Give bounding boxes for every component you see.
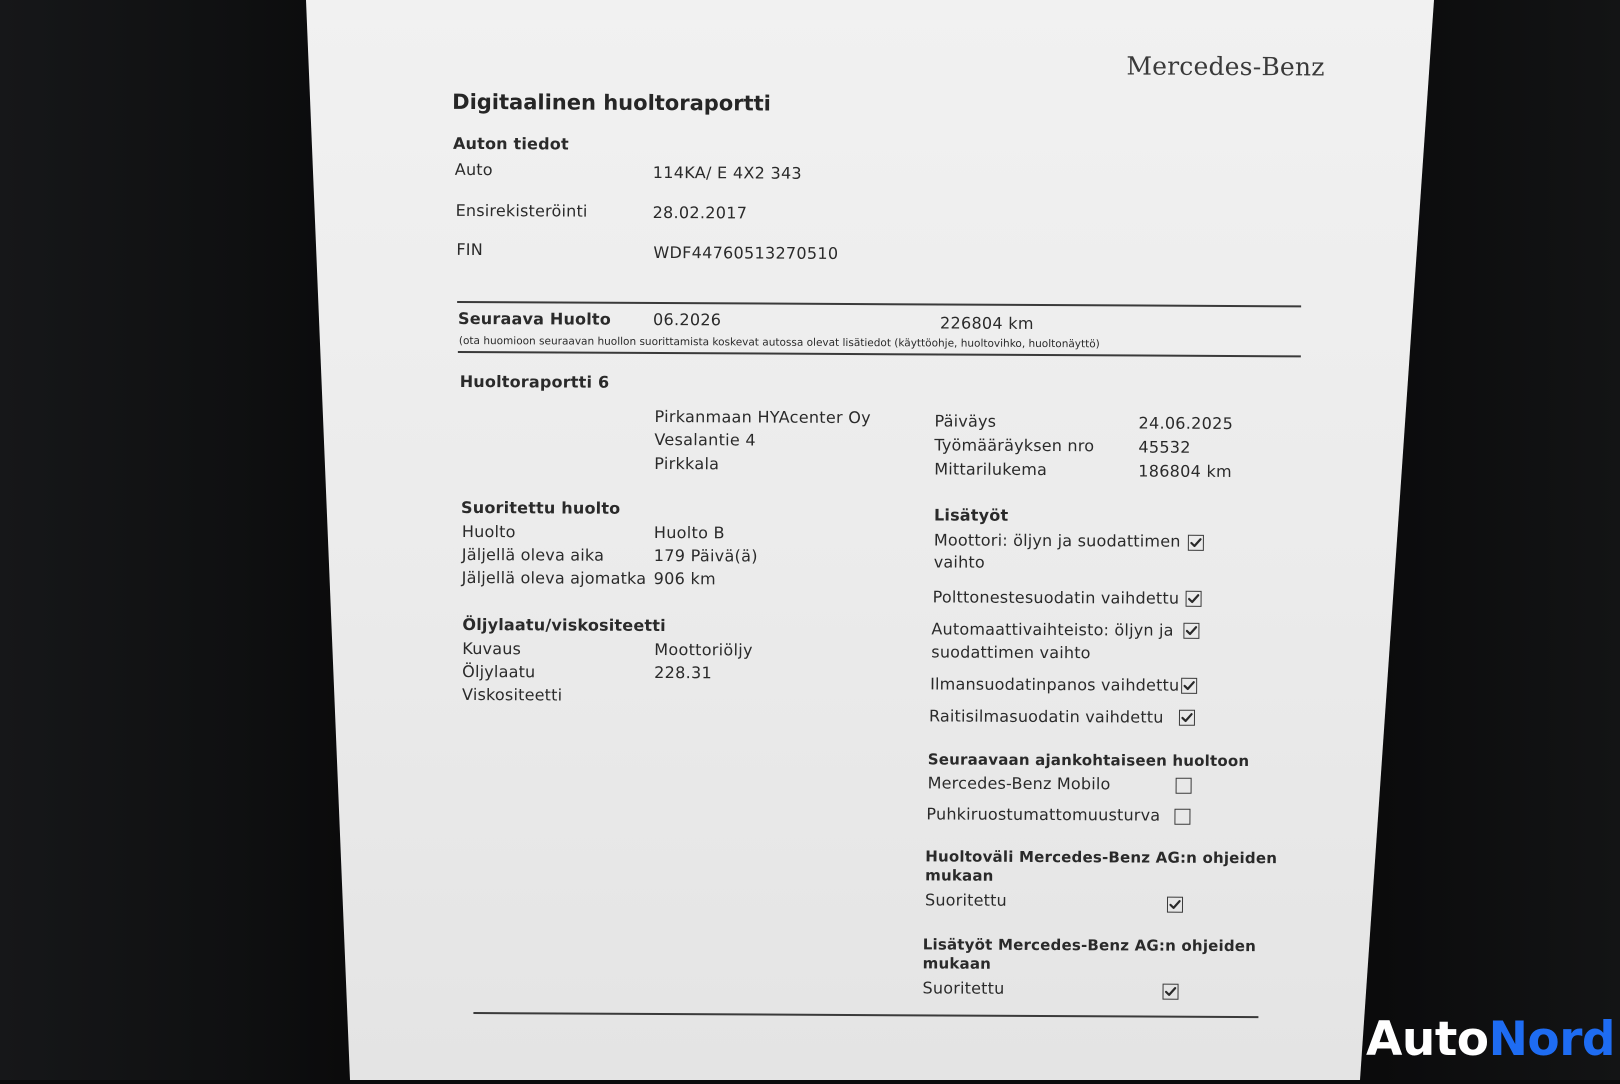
remaining-time-label: Jäljellä oleva aika xyxy=(461,544,605,565)
extra-work-item-5: Raitisilmasuodatin vaihdettu xyxy=(928,706,1164,727)
date-value: 24.06.2025 xyxy=(1138,413,1234,434)
extra-ag-performed-label: Suoritettu xyxy=(922,978,1005,998)
car-model-value: 114KA/ E 4X2 343 xyxy=(652,162,802,183)
check-mark-icon xyxy=(1187,592,1201,606)
work-order-label: Työmääräyksen nro xyxy=(934,435,1095,456)
fin-label: FIN xyxy=(456,239,483,260)
viscosity-label: Viskositeetti xyxy=(462,684,563,705)
oil-quality-value: 228.31 xyxy=(654,662,713,683)
extra-work-item-2-checkbox[interactable] xyxy=(1186,591,1202,607)
date-label: Päiväys xyxy=(934,411,997,431)
extra-work-item-3-line-2: suodattimen vaihto xyxy=(931,642,1091,663)
car-info-heading: Auton tiedot xyxy=(452,133,569,154)
oil-description-value: Moottoriöljy xyxy=(654,639,753,660)
watermark-part-nord: Nord xyxy=(1488,1012,1616,1067)
extra-work-item-1-line-2: vaihto xyxy=(933,552,985,572)
extra-work-item-3-checkbox[interactable] xyxy=(1183,623,1199,639)
odometer-label: Mittarilukema xyxy=(934,459,1048,480)
oil-description-label: Kuvaus xyxy=(462,638,522,659)
odometer-value: 186804 km xyxy=(1138,461,1233,481)
interval-heading-line-2: mukaan xyxy=(925,866,994,885)
mobilo-checkbox[interactable] xyxy=(1176,778,1192,794)
extra-work-item-4: Ilmansuodatinpanos vaihdettu xyxy=(930,674,1180,695)
brand-logo-text: Mercedes-Benz xyxy=(1126,51,1325,82)
extra-work-item-1-checkbox[interactable] xyxy=(1188,535,1204,551)
extra-work-heading: Lisätyöt xyxy=(933,505,1009,525)
interval-performed-label: Suoritettu xyxy=(924,890,1007,910)
service-type-label: Huolto xyxy=(461,521,516,542)
oil-quality-label: Öljylaatu xyxy=(462,661,536,682)
next-service-top-rule xyxy=(457,301,1301,307)
work-order-value: 45532 xyxy=(1138,437,1191,457)
workshop-street: Vesalantie 4 xyxy=(654,429,756,450)
next-service-label: Seuraava Huolto xyxy=(458,308,612,329)
check-mark-icon xyxy=(1184,624,1198,638)
next-timely-heading: Seuraavaan ajankohtaiseen huoltoon xyxy=(927,750,1250,771)
extra-work-item-4-checkbox[interactable] xyxy=(1181,678,1197,694)
mobilo-label: Mercedes-Benz Mobilo xyxy=(927,773,1111,794)
remaining-time-value: 179 Päivä(ä) xyxy=(653,545,758,566)
remaining-distance-label: Jäljellä oleva ajomatka xyxy=(461,567,647,588)
interval-performed-checkbox[interactable] xyxy=(1167,897,1183,913)
document-title: Digitaalinen huoltoraportti xyxy=(452,89,771,116)
oil-heading: Öljylaatu/viskositeetti xyxy=(462,614,666,636)
first-registration-label: Ensirekisteröinti xyxy=(455,200,588,221)
next-service-date: 06.2026 xyxy=(652,309,722,330)
workshop-city: Pirkkala xyxy=(654,453,720,474)
check-mark-icon xyxy=(1182,679,1196,693)
performed-service-heading: Suoritettu huolto xyxy=(461,497,621,518)
check-mark-icon xyxy=(1180,711,1194,725)
report-heading: Huoltoraportti 6 xyxy=(459,371,610,392)
check-mark-icon xyxy=(1163,985,1177,999)
first-registration-value: 28.02.2017 xyxy=(652,202,748,223)
next-service-note: (ota huomioon seuraavan huollon suorittamista koskevat autossa olevat lisätiedot (käyttöohje, huoltovihko, huoltonäyttö) xyxy=(458,334,1100,351)
service-type-value: Huolto B xyxy=(653,522,725,543)
autonord-watermark xyxy=(1366,1012,1615,1067)
car-model-label: Auto xyxy=(454,159,493,180)
extra-ag-performed-checkbox[interactable] xyxy=(1162,984,1178,1000)
rust-warranty-checkbox[interactable] xyxy=(1174,809,1190,825)
interval-heading-line-1: Huoltoväli Mercedes-Benz AG:n ohjeiden xyxy=(925,847,1278,868)
extra-work-item-1-line-1: Moottori: öljyn ja suodattimen xyxy=(933,530,1181,551)
extra-work-item-2: Polttonestesuodatin vaihdettu xyxy=(932,587,1180,608)
rust-warranty-label: Puhkiruostumattomuusturva xyxy=(926,804,1161,825)
fin-value: WDF44760513270510 xyxy=(653,242,839,263)
extra-ag-heading-line-1: Lisätyöt Mercedes-Benz AG:n ohjeiden xyxy=(922,935,1257,956)
next-service-km: 226804 km xyxy=(939,313,1034,333)
extra-work-item-3-line-1: Automaattivaihteisto: öljyn ja xyxy=(931,619,1174,640)
workshop-name: Pirkanmaan HYAcenter Oy xyxy=(654,406,872,428)
remaining-distance-value: 906 km xyxy=(653,568,717,589)
bottom-rule xyxy=(473,1012,1258,1018)
extra-work-item-5-checkbox[interactable] xyxy=(1179,710,1195,726)
check-mark-icon xyxy=(1168,898,1182,912)
watermark-part-auto: Auto xyxy=(1366,1012,1489,1067)
next-service-bottom-rule xyxy=(458,351,1301,357)
extra-ag-heading-line-2: mukaan xyxy=(922,954,992,973)
check-mark-icon xyxy=(1189,536,1203,550)
